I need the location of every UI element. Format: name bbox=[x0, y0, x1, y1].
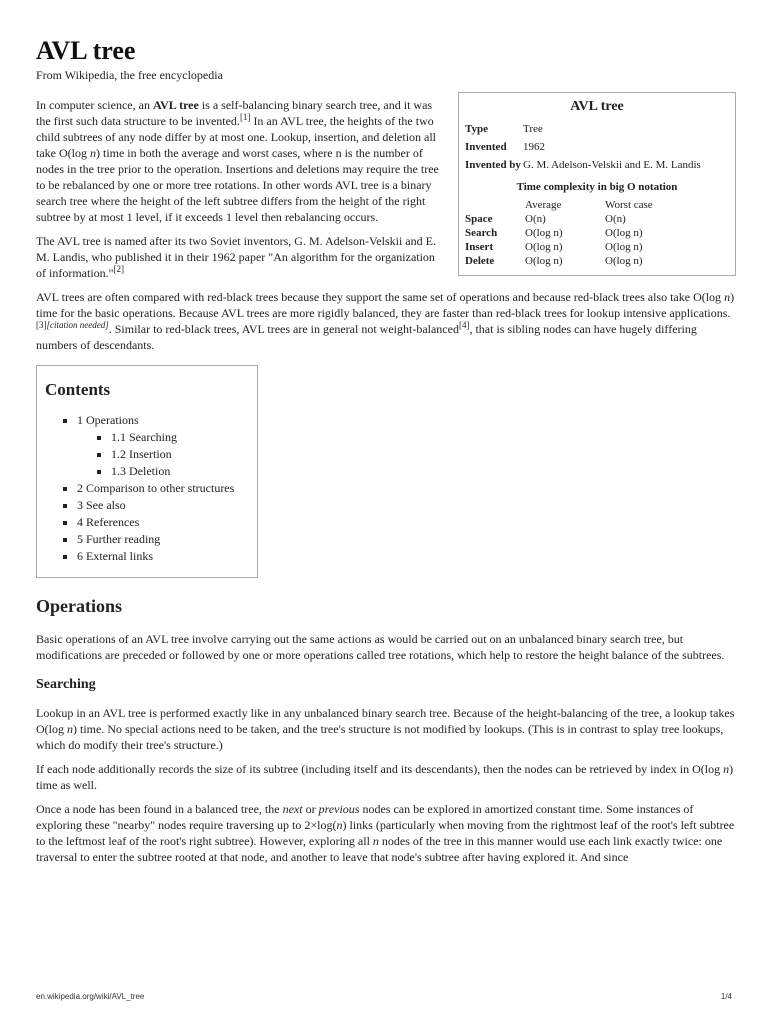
footer-url: en.wikipedia.org/wiki/AVL_tree bbox=[36, 992, 145, 1001]
infobox-row-invented bbox=[463, 139, 731, 155]
infobox-row-invented-by bbox=[463, 157, 731, 173]
searching-paragraph-3: Once a node has been found in a balanced tree, the next or previous nodes can be explored in amortized constant time. Some instances of exploring these "nearby" nodes require traversing up to 2×log(n) links (particularly when moving from the rightmost leaf of the root's left subtree to the leftmost leaf of the root's right subtree). However, exploring all n nodes of the tree in this manner would use each link exactly twice: one traversal to enter the subtree rooted at that node, and another to leave that node's subtree after having explored it. And since bbox=[36, 802, 735, 864]
citation-needed-link[interactable]: [citation needed] bbox=[46, 320, 109, 330]
toc-item[interactable]: ▪ 1.3 Deletion bbox=[111, 463, 257, 480]
reference-link[interactable]: [3] bbox=[36, 320, 47, 330]
toc-item[interactable]: ▪ 3 See also bbox=[77, 497, 257, 514]
toc-item[interactable]: ▪ 1 Operations ▪ 1.1 Searching ▪ 1.2 Insertion ▪ 1.3 Deletion bbox=[77, 412, 257, 480]
infobox-value-link[interactable]: G. M. Adelson-Velskii and E. M. Landis bbox=[523, 159, 701, 171]
article bbox=[36, 36, 736, 873]
col-worst-case: Worst case bbox=[605, 199, 653, 211]
toc-item[interactable]: ▪ 1.1 Searching bbox=[111, 429, 257, 446]
op-worst: O(n) bbox=[605, 213, 626, 225]
op-average: O(n) bbox=[525, 213, 546, 225]
col-average: Average bbox=[525, 199, 562, 211]
infobox-label: Type bbox=[465, 123, 489, 135]
section-heading-operations: Operations bbox=[36, 596, 123, 616]
infobox-complexity-heading[interactable]: Time complexity in big O notation bbox=[516, 181, 678, 193]
toc-item[interactable]: ▪ 2 Comparison to other structures bbox=[77, 480, 257, 497]
operations-paragraph: Basic operations of an AVL tree involve carrying out the same actions as would be carried out on an unbalanced binary search tree, but modifications are preceded or followed by one or more operations called tree rotations, which help to restore the height balance of the subtrees. bbox=[36, 632, 725, 662]
op-label: Search bbox=[465, 227, 498, 239]
infobox-row-type bbox=[463, 121, 731, 137]
footer-page-number: 1/4 bbox=[720, 992, 732, 1001]
intro-paragraph-3: AVL trees are often compared with red-black trees because they support the same set of operations and because red-black trees also take O(log n) time for the basic operations. Because AVL trees are more rigidly balanced, they are faster than red-black trees for lookup intensive applications.[3][citation needed]. Similar to red-black trees, AVL trees are in general not weight-balanced[4], that is sibling nodes can have hugely differing numbers of descendants. bbox=[36, 290, 735, 352]
op-average: O(log n) bbox=[525, 241, 563, 253]
searching-paragraph-1: Lookup in an AVL tree is performed exactly like in any unbalanced binary search tree. Because of the height-balancing of the tree, a lookup takes O(log n) time. No special actions need to be taken, and the tree's structure is not modified by lookups. (This is in contrast to splay tree lookups, which do modify their tree's structure.) bbox=[36, 706, 735, 752]
intro-paragraph-1: In computer science, an AVL tree is a self-balancing binary search tree, and it was the first such data structure to be invented.[1] In an AVL tree, the heights of the two child subtrees of any node differ by at most one. Lookup, insertion, and deletion all take O(log n) time in both the average and worst cases, where n is the number of nodes in the tree prior to the operation. Insertions and deletions may require the tree to be rebalanced by one or more tree rotations. In other words AVL tree is a binary search tree where the height of the left subtree differs from the height of the right subtree by at most 1 level, if it exceeds 1 level then rebalancing occurs. bbox=[36, 98, 439, 224]
op-worst: O(log n) bbox=[605, 227, 643, 239]
infobox-complexity-header bbox=[463, 199, 731, 211]
op-worst: O(log n) bbox=[605, 255, 643, 267]
op-label: Insert bbox=[465, 241, 494, 253]
toc-item[interactable]: ▪ 4 References bbox=[77, 514, 257, 531]
infobox-value: 1962 bbox=[523, 141, 545, 153]
infobox-op-row bbox=[463, 241, 731, 253]
table-of-contents bbox=[36, 365, 258, 578]
page-subtitle: From Wikipedia, the free encyclopedia bbox=[36, 68, 223, 82]
infobox-op-row bbox=[463, 213, 731, 225]
infobox bbox=[458, 92, 736, 276]
toc-list bbox=[45, 412, 257, 565]
op-average: O(log n) bbox=[525, 255, 563, 267]
infobox-label: Invented bbox=[465, 141, 507, 153]
section-heading-searching: Searching bbox=[36, 677, 96, 692]
toc-item[interactable]: ▪ 5 Further reading bbox=[77, 531, 257, 548]
intro-paragraph-2: The AVL tree is named after its two Soviet inventors, G. M. Adelson-Velskii and E. M. Landis, who published it in their 1962 paper "An algorithm for the organization of information."[2] bbox=[36, 234, 436, 280]
op-label: Delete bbox=[465, 255, 495, 267]
infobox-op-row bbox=[463, 227, 731, 239]
op-label: Space bbox=[465, 213, 493, 225]
toc-item[interactable]: ▪ 1.2 Insertion bbox=[111, 446, 257, 463]
op-average: O(log n) bbox=[525, 227, 563, 239]
page-title: AVL tree bbox=[36, 36, 136, 65]
infobox-value-link[interactable]: Tree bbox=[523, 123, 543, 135]
term-bold: AVL tree bbox=[152, 98, 199, 112]
toc-title: Contents bbox=[45, 380, 111, 399]
op-worst: O(log n) bbox=[605, 241, 643, 253]
reference-link[interactable]: [1] bbox=[239, 112, 251, 122]
reference-link[interactable]: [2] bbox=[113, 264, 125, 274]
toc-item[interactable]: ▪ 6 External links bbox=[77, 548, 257, 565]
infobox-label: Invented by bbox=[465, 159, 521, 171]
reference-link[interactable]: [4] bbox=[458, 320, 470, 330]
print-footer bbox=[36, 992, 732, 1001]
infobox-title: AVL tree bbox=[570, 99, 624, 114]
searching-paragraph-2: If each node additionally records the size of its subtree (including itself and its descendants), then the nodes can be retrieved by index in O(log n) time as well. bbox=[36, 762, 734, 792]
infobox-op-row bbox=[463, 255, 731, 267]
